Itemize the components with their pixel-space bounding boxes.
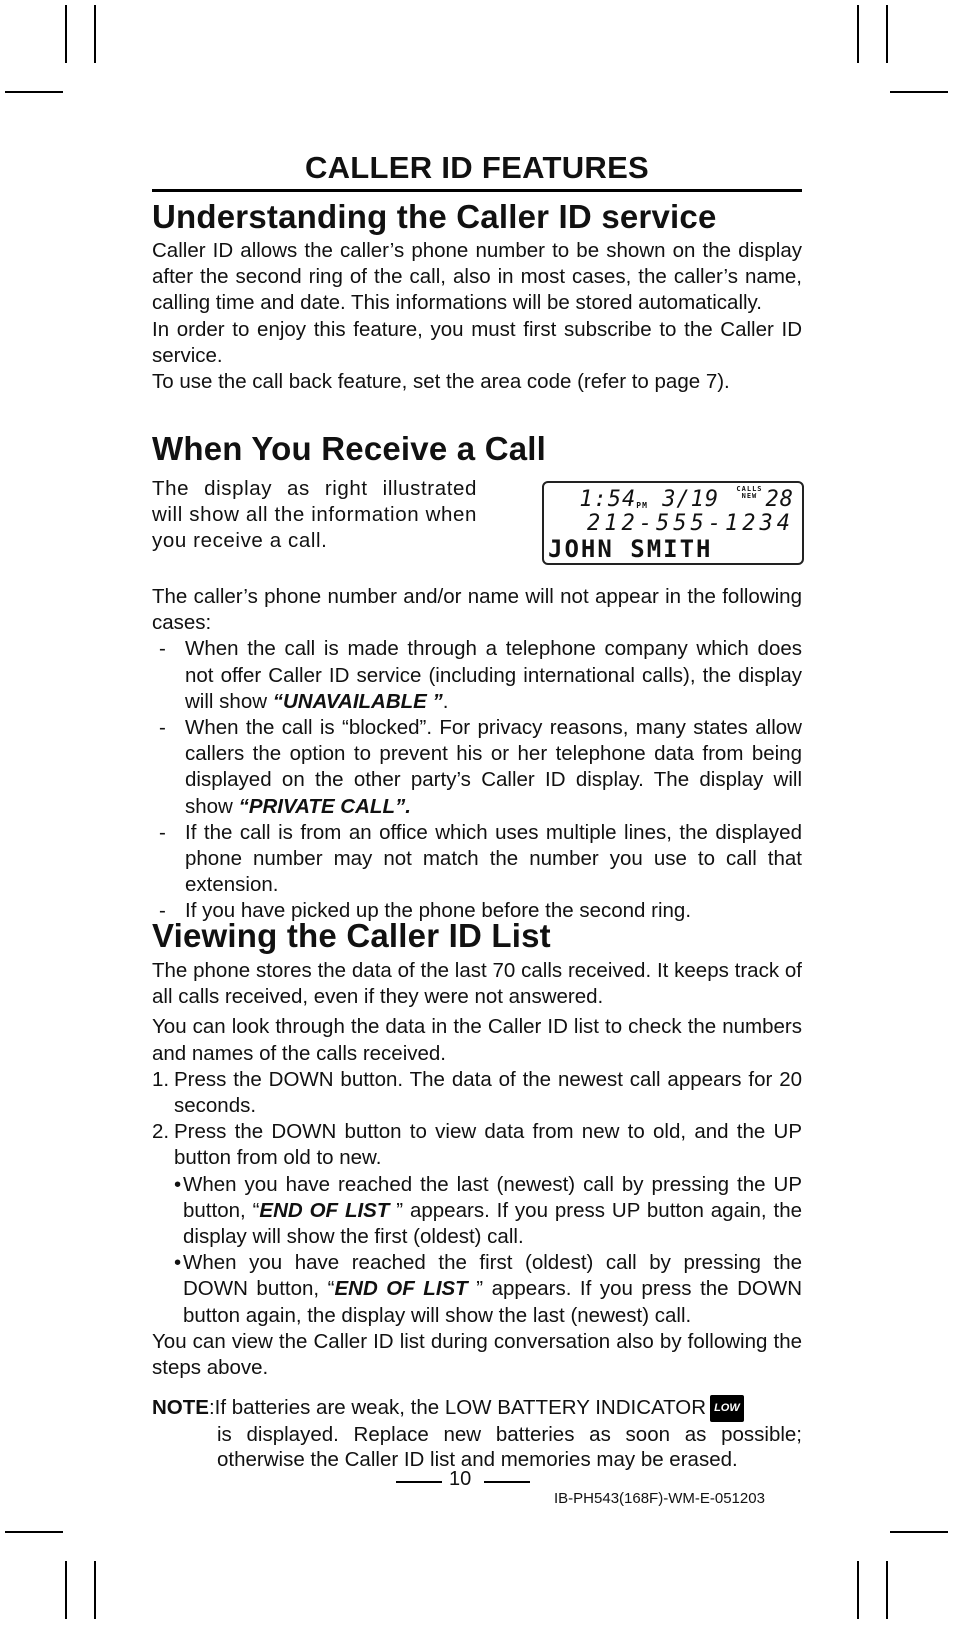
crop-mark (890, 91, 948, 93)
paragraph: The display as right illustrated will show all the information when you receive a call. (152, 477, 477, 553)
note-first-line: :If batteries are weak, the LOW BATTERY INDICATOR (208, 1396, 707, 1419)
section-heading-understanding: Understanding the Caller ID service (152, 198, 717, 235)
lcd-calls-new-label: CALLS NEW (736, 485, 763, 500)
section-understanding-body (152, 238, 802, 395)
page-number: 10 (449, 1468, 472, 1490)
title-rule (152, 189, 802, 192)
crop-mark (890, 1531, 948, 1533)
document-id: IB-PH543(168F)-WM-E-051203 (554, 1490, 765, 1507)
crop-mark (886, 1561, 888, 1619)
paragraph: Caller ID allows the caller’s phone number to be shown on the display after the second ring of the call, also in most cases, the caller’s name, calling time and date. This informations will be stored automatically. (152, 239, 802, 315)
low-battery-icon: LOW (710, 1395, 744, 1422)
lcd-time: 1:54 (579, 487, 637, 512)
receive-call-body (152, 584, 802, 925)
receive-call-intro (152, 476, 477, 555)
list-item: - When the call is “blocked”. For privacy reasons, many states allow callers the option to prevent his or her telephone data from being displayed on the other party’s Caller ID display. The display will show “PRIVATE CALL”. (152, 715, 802, 820)
page-title: CALLER ID FEATURES (304, 150, 650, 185)
crop-mark (65, 5, 67, 63)
lcd-line-time-date (579, 486, 794, 512)
viewing-list-body (152, 958, 802, 1381)
section-heading-viewing-list: Viewing the Caller ID List (152, 917, 551, 954)
paragraph: The phone stores the data of the last 70 calls received. It keeps track of all calls received, even if they were not answered. (152, 959, 802, 1009)
lcd-call-count: 28 (765, 487, 794, 512)
lcd-caller-name: JOHN SMITH (548, 535, 713, 563)
crop-mark (5, 91, 63, 93)
crop-mark (886, 5, 888, 63)
crop-mark (65, 1561, 67, 1619)
lcd-phone-number: 212-555-1234 (587, 511, 794, 536)
crop-mark (857, 5, 859, 63)
section-heading-receive-call: When You Receive a Call (152, 430, 547, 467)
lcd-ampm: PM (636, 501, 648, 510)
paragraph: You can view the Caller ID list during conversation also by following the steps above. (152, 1329, 802, 1380)
lcd-display-illustration (542, 481, 804, 565)
step-item: 2. Press the DOWN button to view data from new to old, and the UP button from old to new. (152, 1120, 802, 1170)
page-number-rule (484, 1481, 530, 1483)
exception-list (152, 636, 802, 924)
paragraph: To use the call back feature, set the area code (refer to page 7). (152, 370, 730, 394)
crop-mark (94, 5, 96, 63)
list-item: - When the call is made through a telephone company which does not offer Caller ID service (including international calls), the display will show “UNAVAILABLE ”. (152, 636, 802, 715)
bullet-item: • When you have reached the first (oldest) call by pressing the DOWN button, “END OF LIST ” appears. If you press the DOWN button again, the display will show the last (newest) call. (174, 1251, 803, 1327)
step-item: 1. Press the DOWN button. The data of the newest call appears for 20 seconds. (152, 1067, 802, 1118)
note-text: is displayed. Replace new batteries as soon as possible; otherwise the Caller ID list and memories may be erased. (217, 1423, 802, 1471)
list-item: - If you have picked up the phone before the second ring. (152, 898, 802, 924)
crop-mark (5, 1531, 63, 1533)
bullet-item: • When you have reached the last (newest) call by pressing the UP button, “END OF LIST ” appears. If you press UP button again, the display will show the first (oldest) call. (174, 1172, 803, 1249)
note-block (152, 1395, 802, 1472)
list-item: - If the call is from an office which uses multiple lines, the displayed phone number may not match the number you use to call that extension. (152, 820, 802, 899)
paragraph: You can look through the data in the Caller ID list to check the numbers and names of the calls received. (152, 1015, 802, 1065)
paragraph: In order to enjoy this feature, you must first subscribe to the Caller ID service. (152, 317, 802, 367)
crop-mark (857, 1561, 859, 1619)
note-label: NOTE (152, 1396, 209, 1419)
crop-mark (94, 1561, 96, 1619)
lcd-date: 3/19 (662, 487, 720, 512)
paragraph: The caller’s phone number and/or name will not appear in the following cases: (152, 585, 802, 635)
page-number-rule (396, 1481, 442, 1483)
